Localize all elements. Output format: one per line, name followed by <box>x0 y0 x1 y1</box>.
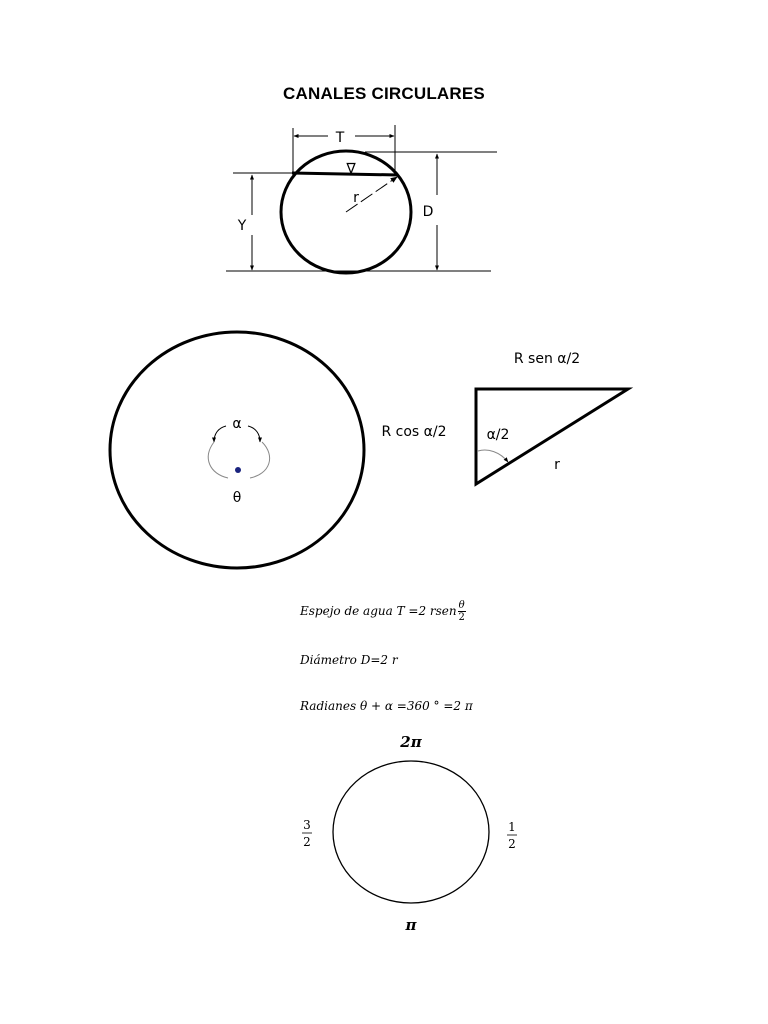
label-d: D <box>422 204 434 220</box>
water-level-symbol: ∇ <box>346 161 356 177</box>
page-title: CANALES CIRCULARES <box>283 84 485 103</box>
label-t: T <box>335 130 345 146</box>
label-r: r <box>353 190 359 206</box>
label-alpha: α <box>232 416 242 432</box>
label-y: Y <box>237 218 247 234</box>
label-right-den: 2 <box>508 837 516 851</box>
label-pi: π <box>405 916 417 934</box>
label-2pi: 2π <box>400 733 422 751</box>
fraction-denominator: 2 <box>458 612 465 623</box>
label-r-sen: R sen α/2 <box>513 351 581 367</box>
formula-espejo-text: Espejo de agua T =2 rsen <box>300 604 457 618</box>
radians-circle <box>333 761 489 903</box>
label-left-den: 2 <box>303 835 311 849</box>
label-left-num: 3 <box>303 818 311 832</box>
label-triangle-r: r <box>554 457 560 473</box>
label-right-num: 1 <box>508 820 516 834</box>
formula-diametro: Diámetro D=2 r <box>300 653 398 667</box>
fraction-numerator: θ <box>458 600 465 611</box>
label-alpha-half: α/2 <box>486 427 510 443</box>
label-theta: θ <box>232 490 242 506</box>
formula-radianes: Radianes θ + α =360 ° =2 π <box>300 699 473 713</box>
label-r-cos: R cos α/2 <box>381 424 447 440</box>
